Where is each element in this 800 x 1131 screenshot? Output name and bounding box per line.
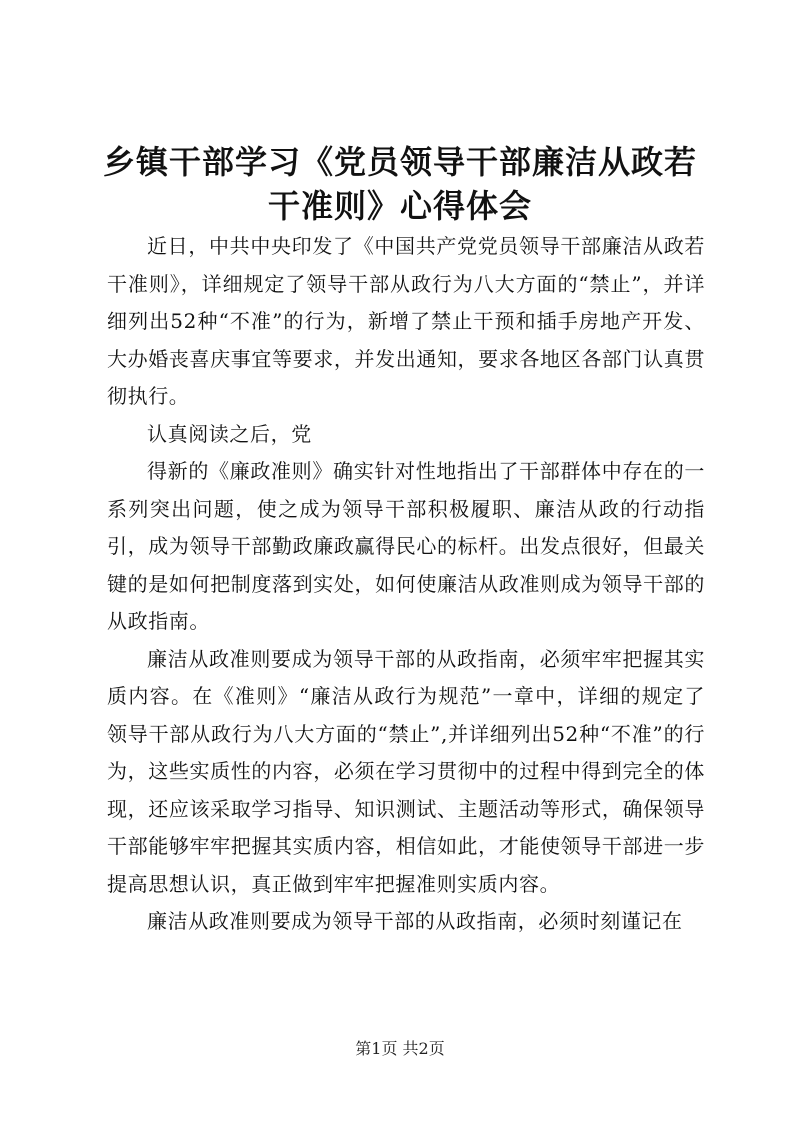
paragraph-2: 认真阅读之后，党 <box>147 421 312 446</box>
paragraph-5: 廉洁从政准则要成为领导干部的从政指南，必须时刻谨记在 <box>147 909 683 933</box>
document-title: 乡镇干部学习《党员领导干部廉洁从政若干准则》心得体会 <box>102 143 697 225</box>
paragraph-1: 近日，中共中央印发了《中国共产党党员领导干部廉洁从政若干准则》，详细规定了领导干部从政行为八大方面的“禁止”，并详细列出52种“不准”的行为，新增了禁止干预和插手房地产开发、大办婚丧喜庆事宜等要求，并发出通知，要求各地区各部门认真贯彻执行。 <box>107 234 705 408</box>
paragraph-3: 得新的《廉政准则》确实针对性地指出了干部群体中存在的一系列突出问题，使之成为领导干部积极履职、廉洁从政的行动指引，成为领导干部勤政廉政赢得民心的标杆。出发点很好，但最关键的是如何把制度落到实处，如何使廉洁从政准则成为领导干部的从政指南。 <box>107 459 705 633</box>
document-body <box>107 228 705 941</box>
page-number-footer: 第1页 共2页 <box>355 1039 445 1058</box>
paragraph-4: 廉洁从政准则要成为领导干部的从政指南，必须牢牢把握其实质内容。在《准则》“廉洁从政行为规范”一章中，详细的规定了领导干部从政行为八大方面的“禁止”,并详细列出52种“不准”的行为，这些实质性的内容，必须在学习贯彻中的过程中得到完全的体现，还应该采取学习指导、知识测试、主题活动等形式，确保领导干部能够牢牢把握其实质内容，相信如此，才能使领导干部进一步提高思想认识，真正做到牢牢把握准则实质内容。 <box>107 646 705 896</box>
